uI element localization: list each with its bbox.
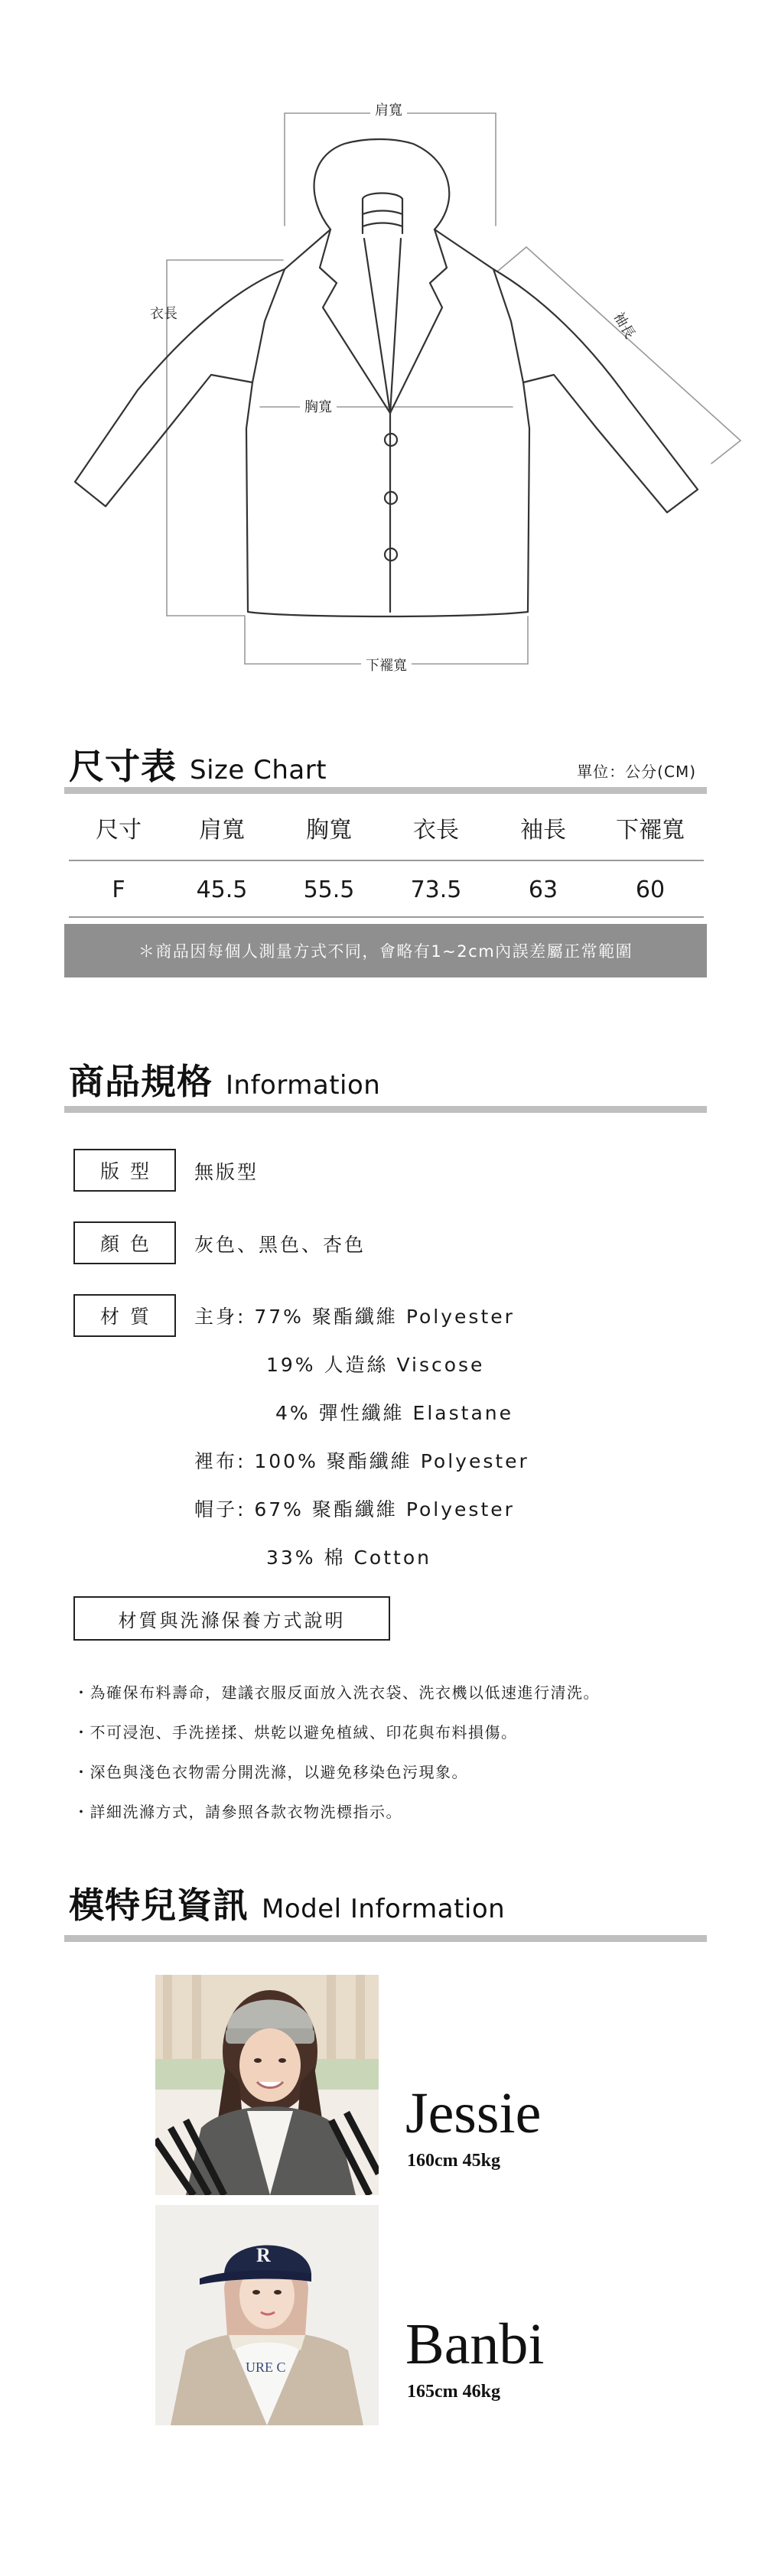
care-item: ・詳細洗滌方式，請參照各款衣物洗標指示。	[73, 1803, 402, 1821]
material-label-box: 材質	[73, 1294, 176, 1337]
model-name: Banbi	[405, 2312, 545, 2376]
model-stats: 165cm 46kg	[407, 2382, 500, 2402]
measurement-note: ＊商品因每個人測量方式不同，會略有1~2cm內誤差屬正常範圍	[64, 924, 707, 977]
model-title	[69, 1878, 505, 1928]
cell-chest: 55.5	[303, 877, 355, 903]
model-rule	[64, 1935, 707, 1942]
unit-label: 單位：公分(CM)	[577, 763, 696, 781]
model-name: Jessie	[405, 2081, 542, 2145]
material-line: 19% 人造絲 Viscose	[266, 1354, 485, 1376]
cell-hem: 60	[635, 877, 666, 903]
info-title-en: Information	[226, 1070, 381, 1101]
model-photo-banbi-illustration	[155, 2205, 379, 2425]
model-photo-jessie	[155, 1975, 379, 2195]
material-line: 33% 棉 Cotton	[266, 1547, 431, 1569]
care-item: ・深色與淺色衣物需分開洗滌，以避免移染色污現象。	[73, 1763, 468, 1781]
header-chest: 胸寬	[306, 817, 352, 844]
hem-width-label: 下襬寬	[361, 655, 412, 675]
size-table-header	[69, 811, 704, 844]
model-title-zh: 模特兒資訊	[69, 1885, 249, 1926]
material-line: 裡布: 100% 聚酯纖維 Polyester	[194, 1450, 529, 1472]
svg-text:URE C: URE C	[246, 2360, 286, 2375]
cell-length: 73.5	[410, 877, 462, 903]
shoulder-width-label: 肩寬	[370, 99, 407, 119]
fit-value: 無版型	[194, 1161, 259, 1183]
chest-width-label: 胸寬	[300, 396, 337, 416]
model-stats: 160cm 45kg	[407, 2151, 500, 2171]
size-chart-title-zh: 尺寸表	[69, 746, 177, 787]
sleeve-length-label: 袖長	[610, 309, 638, 342]
table-bottom-line	[69, 916, 704, 918]
info-title-zh: 商品規格	[69, 1061, 213, 1102]
cell-sleeve: 63	[528, 877, 558, 903]
garment-diagram	[0, 0, 765, 688]
table-row	[69, 877, 704, 903]
header-hem: 下襬寬	[616, 817, 685, 844]
material-line: 4% 彈性纖維 Elastane	[275, 1402, 513, 1424]
size-chart-rule	[64, 787, 707, 794]
color-label-box: 顏色	[73, 1221, 176, 1264]
header-shoulder: 肩寬	[199, 817, 245, 844]
care-item: ・為確保布料壽命，建議衣服反面放入洗衣袋、洗衣機以低速進行清洗。	[73, 1683, 600, 1702]
header-size: 尺寸	[96, 817, 142, 844]
color-value: 灰色、黑色、杏色	[194, 1234, 366, 1256]
table-divider	[69, 860, 704, 861]
header-sleeve: 袖長	[520, 817, 566, 844]
model-photo-banbi	[155, 2205, 379, 2425]
material-line: 主身: 77% 聚酯纖維 Polyester	[194, 1306, 515, 1328]
info-rule	[64, 1106, 707, 1113]
material-line: 帽子: 67% 聚酯纖維 Polyester	[194, 1498, 515, 1521]
size-chart-title-en: Size Chart	[190, 755, 327, 785]
cell-shoulder: 45.5	[196, 877, 248, 903]
care-item: ・不可浸泡、手洗搓揉、烘乾以避免植絨、印花與布料損傷。	[73, 1723, 518, 1742]
size-chart-title	[69, 739, 327, 789]
svg-text:R: R	[256, 2244, 271, 2266]
model-title-en: Model Information	[262, 1894, 506, 1924]
model-photo-jessie-illustration	[155, 1975, 379, 2195]
header-length: 衣長	[413, 817, 459, 844]
length-label: 衣長	[150, 306, 177, 322]
cell-size: F	[112, 877, 125, 903]
care-instructions-title: 材質與洗滌保養方式說明	[73, 1596, 390, 1641]
info-title	[69, 1054, 380, 1104]
fit-label-box: 版型	[73, 1149, 176, 1192]
